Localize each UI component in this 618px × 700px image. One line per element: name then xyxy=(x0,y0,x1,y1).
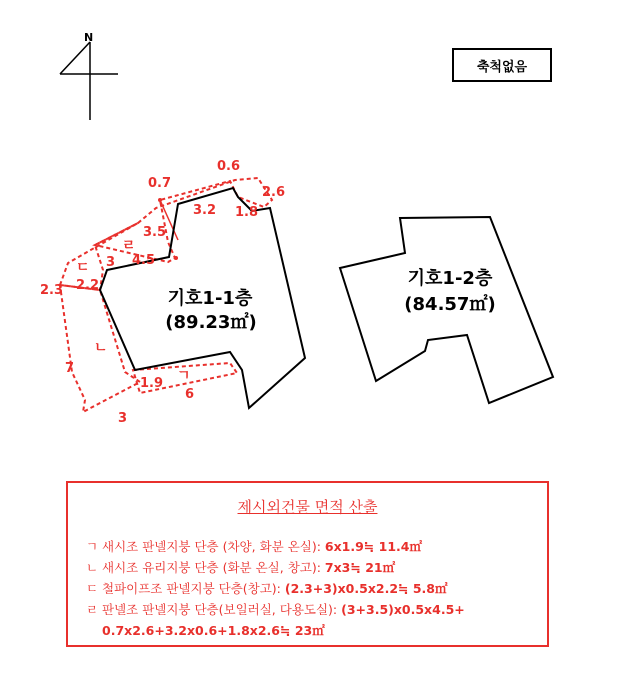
dim-3-5: 3.5 xyxy=(143,225,167,240)
legend-title: 제시외건물 면적 산출 xyxy=(237,498,378,516)
dim-3-top: 3 xyxy=(106,255,116,270)
legend-item-nieun: ㄴ 새시조 유리지붕 단층 (화분 온실, 창고): 7x3≒ 21㎡ xyxy=(86,560,396,575)
dim-2-6: 2.6 xyxy=(262,185,286,200)
dim-2-2: 2.2 xyxy=(76,278,100,293)
marker-rieul: ㄹ xyxy=(122,238,136,254)
north-label: N xyxy=(84,31,94,44)
dim-1-8: 1.8 xyxy=(235,205,259,220)
legend-item-rieul-continued: 0.7x2.6+3.2x0.6+1.8x2.6≒ 23㎡ xyxy=(102,623,325,638)
legend-item-giyeok: ㄱ 새시조 판넬지붕 단층 (차양, 화분 온실): 6x1.9≒ 11.4㎡ xyxy=(86,539,422,554)
legend-item-digeut: ㄷ 철파이프조 판넬지붕 단층(창고): (2.3+3)x0.5x2.2≒ 5.8㎡ xyxy=(86,581,448,596)
building-1-2-name: 기호1-2층 xyxy=(407,268,493,289)
marker-nieun: ㄴ xyxy=(94,340,108,356)
dim-0-7: 0.7 xyxy=(148,176,172,191)
dim-2-3: 2.3 xyxy=(40,283,64,298)
marker-giyeok: ㄱ xyxy=(177,368,191,384)
legend-item-rieul: ㄹ 판넬조 판넬지붕 단층(보일러실, 다용도실): (3+3.5)x0.5x4.5+ xyxy=(86,602,465,617)
north-arrow-icon xyxy=(60,42,118,120)
dim-6: 6 xyxy=(185,387,195,402)
dim-7: 7 xyxy=(65,361,75,376)
building-1-1-label xyxy=(165,287,256,333)
building-1-2-area: (84.57㎡) xyxy=(404,294,496,315)
dim-3-2: 3.2 xyxy=(193,203,217,218)
dim-0-6: 0.6 xyxy=(217,159,241,174)
dim-3-bottom: 3 xyxy=(118,411,128,426)
dim-1-9: 1.9 xyxy=(140,376,164,391)
building-1-1-name: 기호1-1층 xyxy=(167,288,253,309)
building-1-1-area: (89.23㎡) xyxy=(165,312,257,333)
scale-note: 축척없음 xyxy=(452,48,552,82)
dim-4-5: 4.5 xyxy=(132,253,156,268)
marker-digeut: ㄷ xyxy=(76,260,90,276)
building-1-2-label xyxy=(404,267,495,315)
area-calculation-legend xyxy=(66,481,549,647)
